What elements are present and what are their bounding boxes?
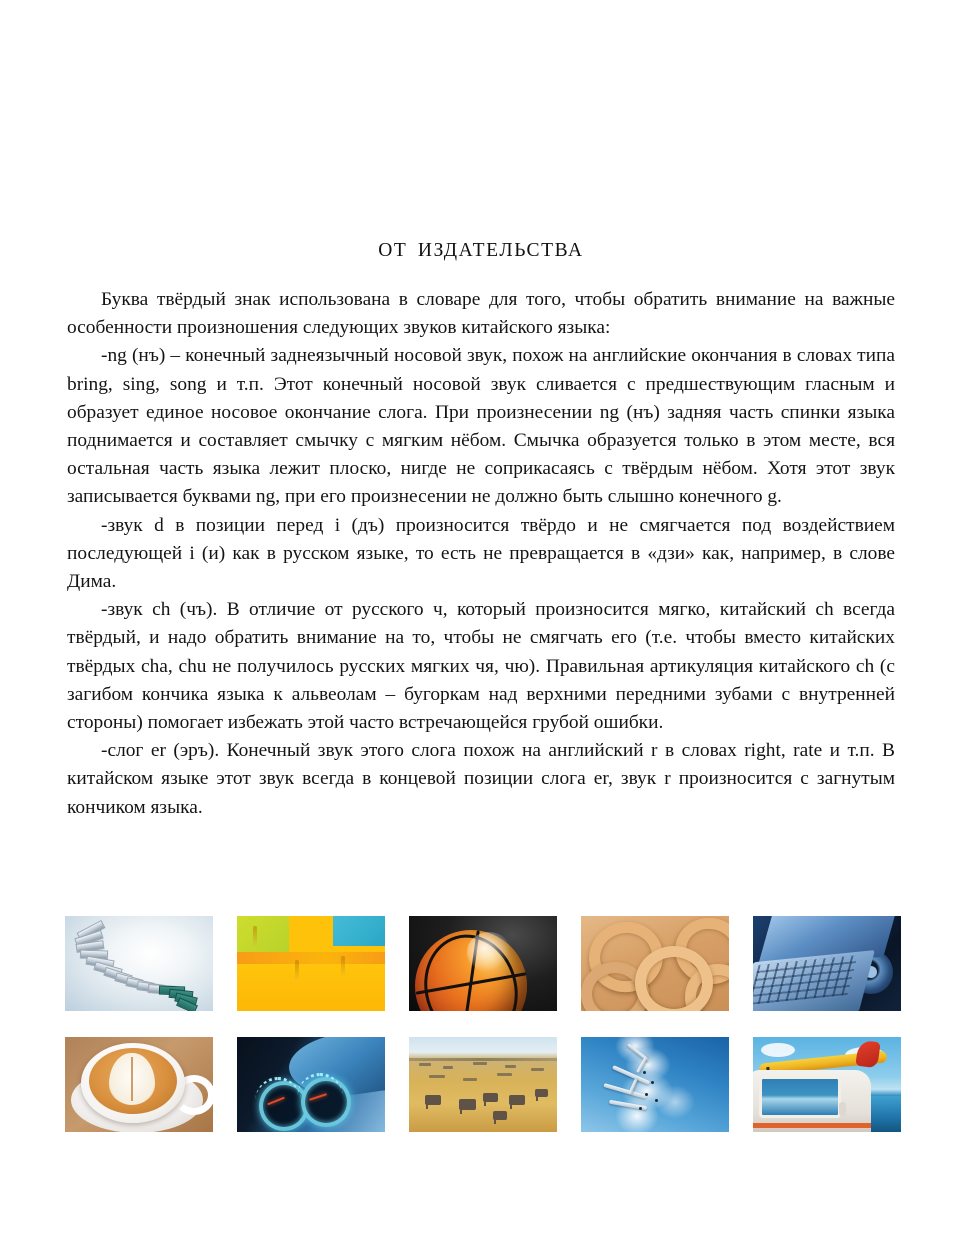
pretzels-photo [581,916,729,1011]
yellow-shopping-bags-photo [237,916,385,1011]
savanna-zebras-photo [409,1037,557,1132]
dashboard-illustration [237,1037,385,1132]
gallery-row-1 [65,916,897,1011]
page-title: ОТ ИЗДАТЕЛЬСТВА [378,240,584,261]
paragraph-er-syllable: -слог er (эръ). Конечный звук этого слога похож на английский r в словах right, rate и т.п. В китайском языке этот звук всегда в концевой позиции слога er, звук r произносится с загнутым кончиком языка. [67,740,895,818]
laptop-keyboard-photo [753,916,901,1011]
shopping-bags-illustration [237,916,385,1011]
basketball-illustration [409,916,557,1011]
savanna-illustration [409,1037,557,1132]
paragraph-intro: Буква твёрдый знак использована в словаре для того, чтобы обратить внимание на важные особенности произношения следующих звуков китайского языка: [67,289,895,339]
car-dashboard-gauges-photo [237,1037,385,1132]
paragraph-ch-sound: -звук ch (чъ). В отличие от русского ч, который произносится мягко, китайский ch всегда твёрдый, и надо обратить внимание на то, чтобы не смягчать его (т.е. чтобы вместо китайских твёрдых cha, chu не получилось русских мягких чя, чю). Правильная артикуляция китайского ch (с загибом кончика языка к альвеолам – бугоркам над верхними передними зубами с внутренней стороны) помогает избежать этой часто встречающейся грубой ошибки. [67,599,895,734]
paragraph-d-sound: -звук d в позиции перед i (дъ) произносится твёрдо и не смягчается под воздействием последующей i (и) как в русском языке, то есть не превращается в «дзи» как, например, в слове Дима. [67,514,895,593]
spiral-staircase-photo [65,916,213,1011]
laptop-illustration [753,916,901,1011]
basketball-photo [409,916,557,1011]
cappuccino-latte-art-photo [65,1037,213,1132]
paragraph-ng-sound: -ng (нъ) – конечный заднеязычный носовой звук, похож на английские окончания в словах типа bring, sing, song и т.п. Этот конечный носовой звук сливается с предшествующим гласным и образует единое носовое окончание слога. При произнесении ng (нъ) задняя часть спинки языка поднимается и составляет смычку с мягким нёбом. Смычка образуется только в этом месте, вся остальная часть языка лежит плоско, нигде не соприкасаясь с твёрдым нёбом. Хотя этот звук записывается буквами ng, при его произнесении не должно быть слышно конечного g. [67,345,895,508]
cappuccino-illustration [65,1037,213,1132]
gallery-row-2 [65,1037,897,1132]
image-gallery [65,916,897,1158]
aerobatic-jets-photo [581,1037,729,1132]
body-text-block [67,286,895,822]
van-illustration [753,1037,901,1132]
staircase-illustration [65,916,213,1011]
pretzels-illustration [581,916,729,1011]
van-with-surfboard-photo [753,1037,901,1132]
jets-illustration [581,1037,729,1132]
